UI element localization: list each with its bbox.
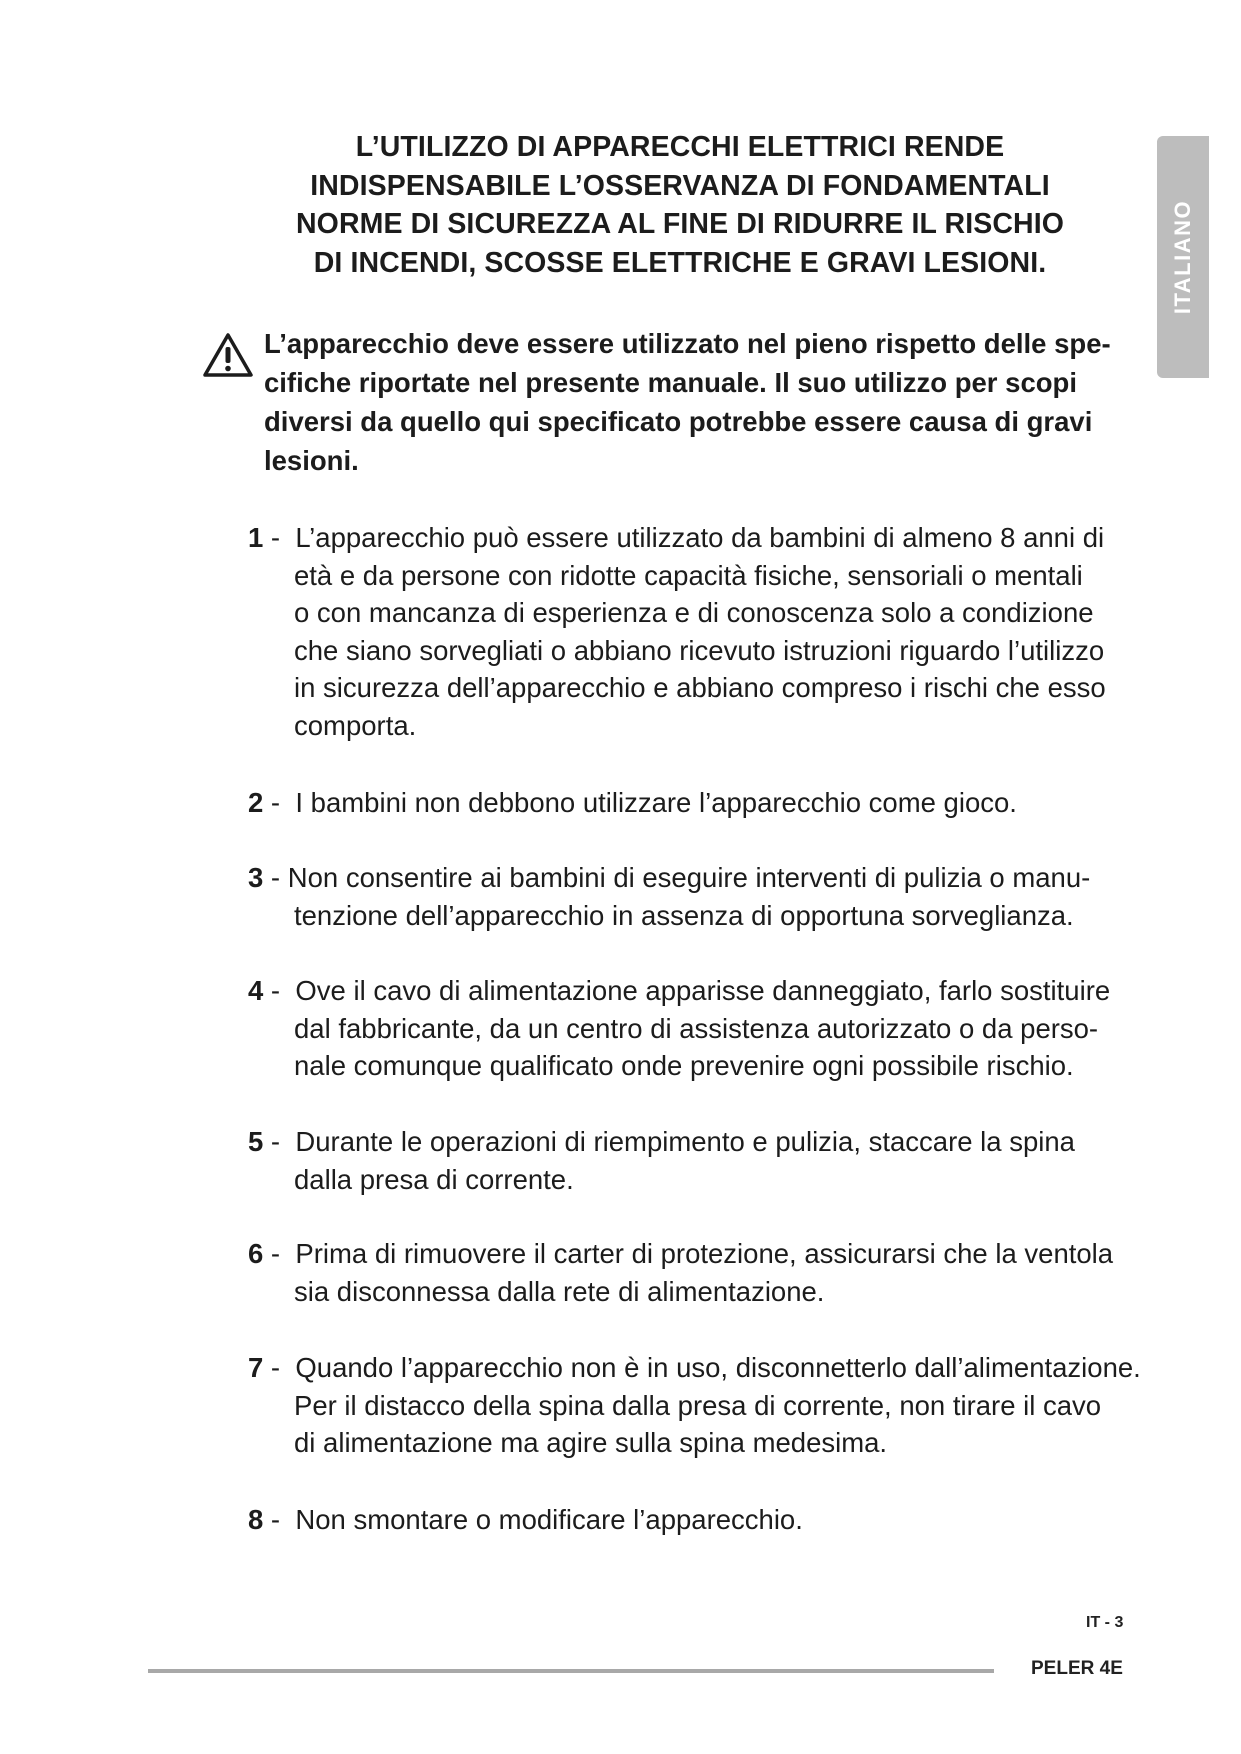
item-line: comporta. xyxy=(294,709,417,741)
warning-line: lesioni. xyxy=(264,445,359,476)
safety-item-1: 1 - L’apparecchio può essere utilizzato da bambini di almeno 8 anni di età e da persone con ridotte capacità fisiche, sensoriali o mentali o con mancanza di esperienza e di conoscenza solo a condizione che siano sorvegliati o abbiano ricevuto istruzioni riguardo l’utilizzo in sicurezza dell’apparecchio e abbiano compreso i rischi che esso comporta. xyxy=(248,519,1178,744)
item-line: sia disconnessa dalla rete di alimentazione. xyxy=(294,1275,825,1307)
item-line: di alimentazione ma agire sulla spina medesima. xyxy=(294,1427,888,1458)
warning-line: L’apparecchio deve essere utilizzato nel pieno rispetto delle spe- xyxy=(264,328,1111,359)
model-name: PELER 4E xyxy=(1031,1658,1123,1679)
safety-item-6: 6 - Prima di rimuovere il carter di protezione, assicurarsi che la ventola sia disconnessa dalla rete di alimentazione. xyxy=(248,1235,1178,1310)
warning-paragraph xyxy=(264,324,1144,480)
heading-line: DI INCENDI, SCOSSE ELETTRICHE E GRAVI LESIONI. xyxy=(313,246,1047,279)
item-line: o con mancanza di esperienza e di conoscenza solo a condizione xyxy=(294,597,1094,628)
item-number: 1 xyxy=(248,522,264,553)
heading-line: NORME DI SICUREZZA AL FINE DI RIDURRE IL RISCHIO xyxy=(296,208,1064,240)
item-number: 5 xyxy=(248,1126,264,1157)
warning-triangle-icon xyxy=(202,332,254,378)
item-line: Non smontare o modificare l’apparecchio. xyxy=(295,1504,803,1535)
page-number: IT - 3 xyxy=(1086,1614,1124,1631)
language-tab xyxy=(1157,136,1209,378)
item-number: 8 xyxy=(248,1504,264,1535)
item-number: 3 xyxy=(248,862,264,893)
item-line: età e da persone con ridotte capacità fisiche, sensoriali o mentali xyxy=(294,559,1083,591)
footer-divider xyxy=(148,1669,994,1673)
item-number: 6 xyxy=(248,1238,264,1269)
item-line: dalla presa di corrente. xyxy=(294,1163,574,1195)
safety-item-4: 4 - Ove il cavo di alimentazione apparisse danneggiato, farlo sostituire dal fabbricante, da un centro di assistenza autorizzato o da perso- nale comunque qualificato onde prevenire ogni possibile rischio. xyxy=(248,972,1178,1085)
safety-item-7: 7 - Quando l’apparecchio non è in uso, disconnetterlo dall’alimentazione. Per il distacco della spina dalla presa di corrente, non tirare il cavo di alimentazione ma agire sulla spina medesima. xyxy=(248,1349,1178,1462)
item-line: Ove il cavo di alimentazione apparisse danneggiato, farlo sostituire xyxy=(295,975,1111,1006)
heading-line: INDISPENSABILE L’OSSERVANZA DI FONDAMENTALI xyxy=(310,169,1050,202)
item-line: dal fabbricante, da un centro di assistenza autorizzato o da perso- xyxy=(294,1012,1099,1044)
warning-line: diversi da quello qui specificato potrebbe essere causa di gravi xyxy=(264,406,1093,437)
item-number: 7 xyxy=(248,1352,264,1383)
item-line: Per il distacco della spina dalla presa di corrente, non tirare il cavo xyxy=(294,1389,1102,1421)
item-line: Non consentire ai bambini di eseguire interventi di pulizia o manu- xyxy=(287,862,1091,893)
item-line: I bambini non debbono utilizzare l’apparecchio come gioco. xyxy=(295,787,1017,818)
heading-line: L’UTILIZZO DI APPARECCHI ELETTRICI RENDE xyxy=(355,131,1005,163)
safety-item-8: 8 - Non smontare o modificare l’apparecchio. xyxy=(248,1504,803,1535)
item-number: 2 xyxy=(248,787,264,818)
page-heading xyxy=(245,128,1115,282)
item-number: 4 xyxy=(248,975,264,1006)
item-line: L’apparecchio può essere utilizzato da bambini di almeno 8 anni di xyxy=(295,522,1105,553)
item-line: tenzione dell’apparecchio in assenza di opportuna sorveglianza. xyxy=(294,899,1074,931)
safety-item-5: 5 - Durante le operazioni di riempimento e pulizia, staccare la spina dalla presa di corrente. xyxy=(248,1123,1178,1198)
item-line: Quando l’apparecchio non è in uso, disconnetterlo dall’alimentazione. xyxy=(295,1352,1141,1383)
language-tab-label: ITALIANO xyxy=(1170,199,1195,315)
item-line: in sicurezza dell’apparecchio e abbiano compreso i rischi che esso xyxy=(294,672,1106,703)
warning-line: cifiche riportate nel presente manuale. Il suo utilizzo per scopi xyxy=(264,367,1077,398)
safety-item-2: 2 - I bambini non debbono utilizzare l’apparecchio come gioco. xyxy=(248,787,1017,818)
item-line: Durante le operazioni di riempimento e pulizia, staccare la spina xyxy=(295,1126,1075,1157)
item-line: che siano sorvegliati o abbiano ricevuto istruzioni riguardo l’utilizzo xyxy=(294,634,1105,666)
item-line: nale comunque qualificato onde prevenire ogni possibile rischio. xyxy=(294,1050,1074,1081)
item-line: Prima di rimuovere il carter di protezione, assicurarsi che la ventola xyxy=(295,1238,1114,1269)
safety-item-3: 3 - Non consentire ai bambini di eseguire interventi di pulizia o manu- tenzione dell’apparecchio in assenza di opportuna sorveglianza. xyxy=(248,859,1178,934)
